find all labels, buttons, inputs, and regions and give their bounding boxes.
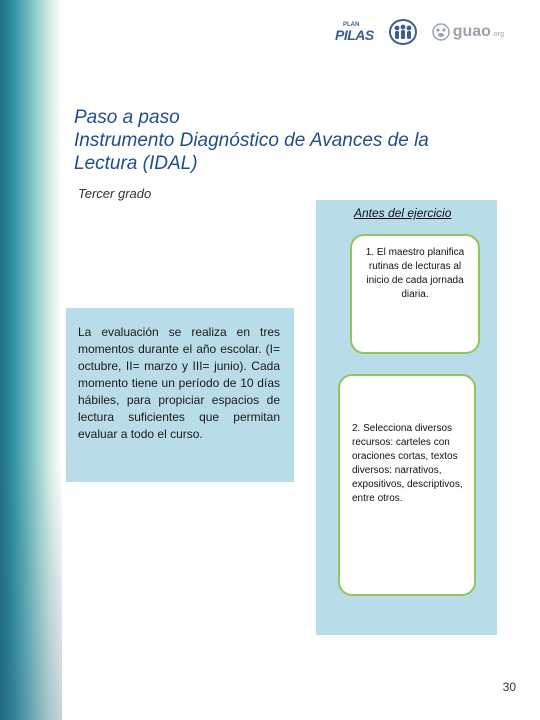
page-subtitle: Tercer grado [78, 186, 152, 201]
step-2-text: 2. Selecciona diversos recursos: carteles con oraciones cortas, textos diversos: narrativos, expositivos, descriptivos, entre otros. [352, 423, 463, 504]
step-card-2 [338, 374, 476, 596]
step-card-1 [350, 234, 480, 354]
step-1-text: 1. El maestro planifica rutinas de lecturas al inicio de cada jornada diaria. [365, 247, 465, 300]
title-line-3: Lectura (IDAL) [74, 153, 198, 174]
plan-logo-small-text: PLAN [342, 22, 360, 28]
evaluation-info-text: La evaluación se realiza en tres momentos durante el año escolar. (I= octubre, II= marzo y III= junio). Cada momento tiene un período de 10 días hábiles, para propiciar espacios de lectura suficientes que permitan evaluar a todo el curso. [78, 325, 280, 441]
guao-logo-domain: .org [491, 31, 504, 38]
decorative-side-band [0, 0, 62, 720]
people-group-icon [388, 18, 418, 46]
plan-pilas-logo [335, 22, 374, 42]
guao-logo [432, 23, 504, 41]
header-logos [335, 18, 504, 46]
steps-panel-title: Antes del ejercicio [354, 206, 452, 220]
title-line-2: Instrumento Diagnóstico de Avances de la [74, 130, 429, 151]
guao-paw-icon [432, 23, 450, 41]
evaluation-info-box [66, 308, 294, 482]
page-number: 30 [502, 680, 516, 694]
title-line-1: Paso a paso [74, 107, 180, 128]
guao-logo-text: guao [452, 23, 491, 40]
page-title [74, 106, 514, 175]
plan-logo-big-text: PILAS [334, 27, 374, 43]
